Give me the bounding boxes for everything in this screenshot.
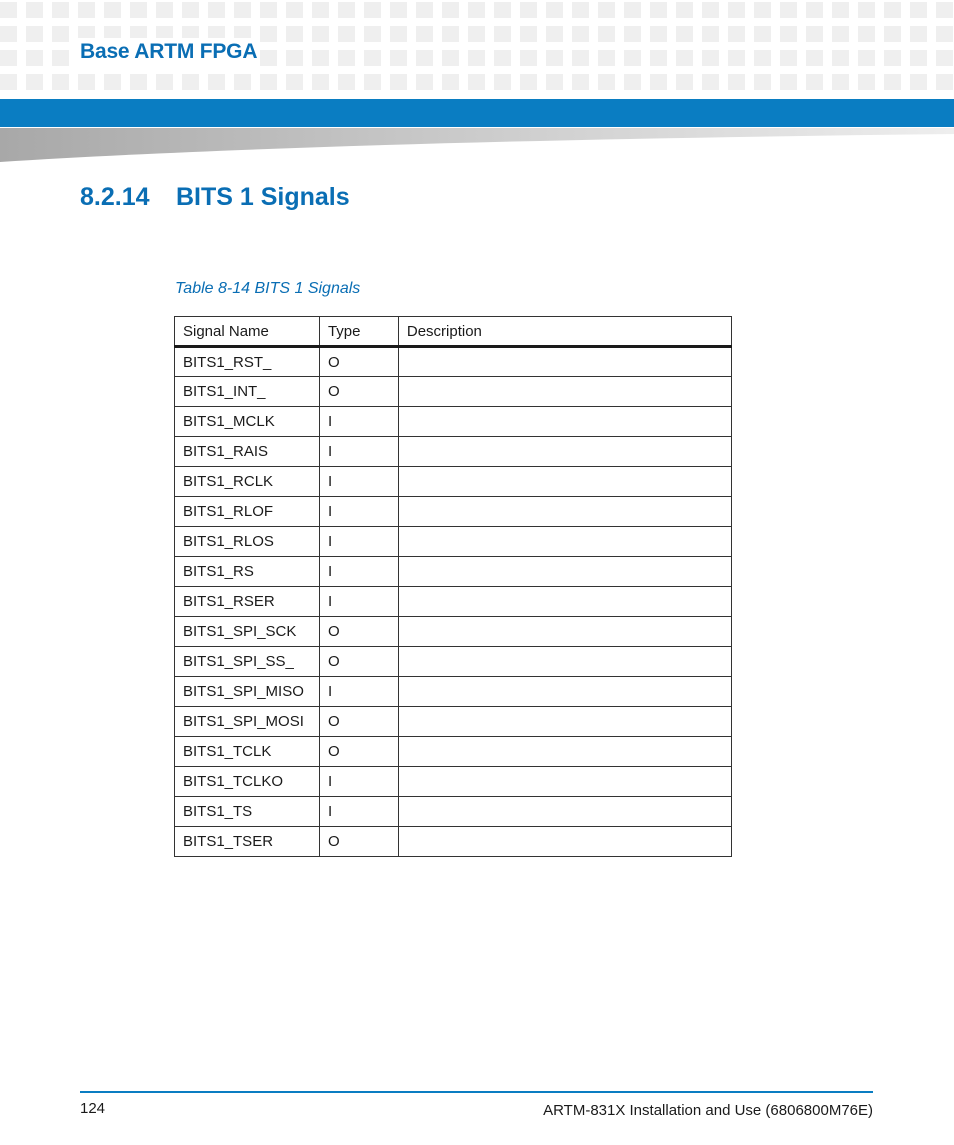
- signals-table: [174, 316, 732, 857]
- cell-description: [398, 497, 731, 527]
- cell-signal-name: BITS1_SPI_SCK: [175, 617, 320, 647]
- cell-type: I: [319, 677, 398, 707]
- table-body: [175, 347, 732, 857]
- document-title: ARTM-831X Installation and Use (6806800M76E): [543, 1102, 873, 1119]
- table-row: [175, 347, 732, 377]
- header-blue-band: [0, 99, 954, 127]
- cell-description: [398, 437, 731, 467]
- cell-signal-name: BITS1_RLOS: [175, 527, 320, 557]
- table-row: [175, 437, 732, 467]
- page-number: 124: [80, 1100, 106, 1117]
- cell-description: [398, 677, 731, 707]
- cell-type: I: [319, 527, 398, 557]
- cell-signal-name: BITS1_RCLK: [175, 467, 320, 497]
- table-row: [175, 467, 732, 497]
- cell-signal-name: BITS1_SPI_MISO: [175, 677, 320, 707]
- header-grey-swoosh: [0, 128, 954, 164]
- cell-description: [398, 557, 731, 587]
- table-row: [175, 707, 732, 737]
- table-row: [175, 647, 732, 677]
- table-caption: Table 8-14 BITS 1 Signals: [175, 280, 361, 297]
- cell-description: [398, 647, 731, 677]
- cell-description: [398, 737, 731, 767]
- cell-signal-name: BITS1_RST_: [175, 347, 320, 377]
- column-header-signal-name: Signal Name: [175, 317, 320, 347]
- table-row: [175, 377, 732, 407]
- table-row: [175, 557, 732, 587]
- cell-signal-name: BITS1_TCLKO: [175, 767, 320, 797]
- table-header-row: [175, 317, 732, 347]
- column-header-description: Description: [398, 317, 731, 347]
- table-row: [175, 527, 732, 557]
- cell-signal-name: BITS1_MCLK: [175, 407, 320, 437]
- cell-type: I: [319, 437, 398, 467]
- cell-signal-name: BITS1_INT_: [175, 377, 320, 407]
- cell-description: [398, 767, 731, 797]
- cell-signal-name: BITS1_SPI_SS_: [175, 647, 320, 677]
- table-row: [175, 737, 732, 767]
- table-row: [175, 587, 732, 617]
- cell-type: I: [319, 797, 398, 827]
- table-row: [175, 677, 732, 707]
- section-title-text: BITS 1 Signals: [176, 183, 350, 211]
- cell-signal-name: BITS1_TSER: [175, 827, 320, 857]
- cell-signal-name: BITS1_TCLK: [175, 737, 320, 767]
- table-row: [175, 497, 732, 527]
- cell-description: [398, 347, 731, 377]
- cell-signal-name: BITS1_RS: [175, 557, 320, 587]
- cell-description: [398, 827, 731, 857]
- cell-signal-name: BITS1_RSER: [175, 587, 320, 617]
- cell-description: [398, 407, 731, 437]
- cell-signal-name: BITS1_RLOF: [175, 497, 320, 527]
- cell-type: O: [319, 827, 398, 857]
- table-row: [175, 767, 732, 797]
- cell-type: I: [319, 587, 398, 617]
- cell-type: O: [319, 737, 398, 767]
- cell-description: [398, 377, 731, 407]
- table-row: [175, 827, 732, 857]
- cell-description: [398, 527, 731, 557]
- cell-type: O: [319, 347, 398, 377]
- cell-description: [398, 797, 731, 827]
- cell-description: [398, 467, 731, 497]
- running-header-title: Base ARTM FPGA: [78, 38, 259, 66]
- cell-signal-name: BITS1_SPI_MOSI: [175, 707, 320, 737]
- cell-description: [398, 707, 731, 737]
- cell-type: O: [319, 377, 398, 407]
- cell-description: [398, 587, 731, 617]
- cell-type: I: [319, 467, 398, 497]
- cell-signal-name: BITS1_TS: [175, 797, 320, 827]
- cell-signal-name: BITS1_RAIS: [175, 437, 320, 467]
- cell-type: O: [319, 647, 398, 677]
- section-number: 8.2.14: [80, 183, 150, 211]
- column-header-type: Type: [319, 317, 398, 347]
- cell-type: O: [319, 707, 398, 737]
- cell-description: [398, 617, 731, 647]
- cell-type: I: [319, 767, 398, 797]
- section-heading: [80, 183, 350, 212]
- table-row: [175, 617, 732, 647]
- table-row: [175, 797, 732, 827]
- cell-type: I: [319, 497, 398, 527]
- footer-rule: [80, 1091, 873, 1093]
- table-row: [175, 407, 732, 437]
- cell-type: I: [319, 407, 398, 437]
- cell-type: I: [319, 557, 398, 587]
- cell-type: O: [319, 617, 398, 647]
